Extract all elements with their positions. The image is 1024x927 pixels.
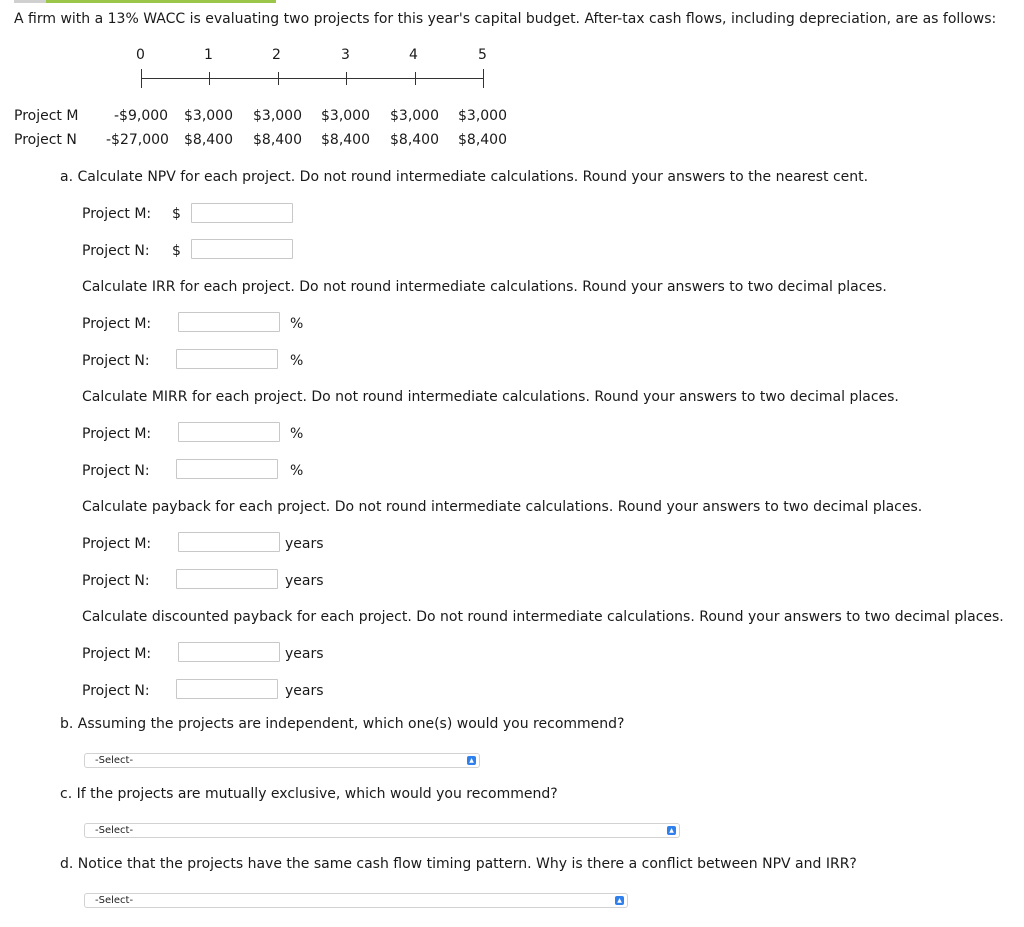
years-unit: years [285, 683, 324, 699]
cash-flow-cell: $3,000 [253, 108, 302, 124]
years-unit: years [285, 536, 324, 552]
cash-flow-cell: $3,000 [184, 108, 233, 124]
irr-instruction: Calculate IRR for each project. Do not round intermediate calculations. Round your answers to two decimal places. [82, 279, 887, 295]
percent-unit: % [290, 316, 304, 332]
discounted-payback-n-input[interactable] [176, 679, 278, 699]
up-down-chevron-icon: ▲︎ [615, 896, 624, 905]
intro-text: A firm with a 13% WACC is evaluating two projects for this year's capital budget. After-tax cash flows, including depreciation, are as follows: [14, 11, 997, 27]
up-down-chevron-icon: ▲︎ [467, 756, 476, 765]
npv-instruction: a. Calculate NPV for each project. Do not round intermediate calculations. Round your answers to the nearest cent. [60, 169, 869, 185]
cash-flow-cell: -$27,000 [106, 132, 169, 148]
mirr-m-input[interactable] [178, 422, 280, 442]
currency-symbol: $ [172, 243, 181, 259]
discounted-payback-n-label: Project N: [82, 683, 150, 699]
currency-symbol: $ [172, 206, 181, 222]
percent-unit: % [290, 463, 304, 479]
part-b-select[interactable] [84, 753, 480, 768]
years-unit: years [285, 646, 324, 662]
cash-flow-cell: $8,400 [253, 132, 302, 148]
irr-n-input[interactable] [176, 349, 278, 369]
npv-n-label: Project N: [82, 243, 150, 259]
select-value: -Select- [95, 895, 134, 906]
cash-flow-cell: $8,400 [321, 132, 370, 148]
cash-flow-cell: $8,400 [184, 132, 233, 148]
mirr-n-input[interactable] [176, 459, 278, 479]
cash-flow-cell: $3,000 [390, 108, 439, 124]
irr-m-label: Project M: [82, 316, 152, 332]
npv-n-input[interactable] [191, 239, 293, 259]
timeline-tick [141, 69, 142, 88]
discounted-payback-instruction: Calculate discounted payback for each project. Do not round intermediate calculations. Round your answers to two decimal places. [82, 609, 1004, 625]
part-d-question: d. Notice that the projects have the same cash flow timing pattern. Why is there a conflict between NPV and IRR? [60, 856, 857, 872]
percent-unit: % [290, 353, 304, 369]
timeline-tick [278, 72, 279, 85]
timeline-tick [346, 72, 347, 85]
up-down-chevron-icon: ▲︎ [667, 826, 676, 835]
timeline-period-2: 2 [272, 47, 281, 63]
payback-instruction: Calculate payback for each project. Do not round intermediate calculations. Round your answers to two decimal places. [82, 499, 923, 515]
payback-n-input[interactable] [176, 569, 278, 589]
percent-unit: % [290, 426, 304, 442]
part-b-question: b. Assuming the projects are independent, which one(s) would you recommend? [60, 716, 625, 732]
select-value: -Select- [95, 825, 134, 836]
project-m-label: Project M [14, 108, 79, 124]
npv-m-label: Project M: [82, 206, 152, 222]
timeline-period-3: 3 [341, 47, 350, 63]
progress-bar-track [14, 0, 46, 3]
timeline-tick [415, 72, 416, 85]
timeline-tick [483, 69, 484, 88]
cash-flow-cell: $3,000 [321, 108, 370, 124]
progress-bar-fill [46, 0, 276, 3]
select-value: -Select- [95, 755, 134, 766]
discounted-payback-m-input[interactable] [178, 642, 280, 662]
years-unit: years [285, 573, 324, 589]
timeline-period-1: 1 [204, 47, 213, 63]
payback-m-input[interactable] [178, 532, 280, 552]
part-c-question: c. If the projects are mutually exclusive, which would you recommend? [60, 786, 558, 802]
project-n-label: Project N [14, 132, 77, 148]
irr-n-label: Project N: [82, 353, 150, 369]
npv-m-input[interactable] [191, 203, 293, 223]
mirr-n-label: Project N: [82, 463, 150, 479]
payback-n-label: Project N: [82, 573, 150, 589]
cash-flow-cell: $8,400 [390, 132, 439, 148]
timeline-period-5: 5 [478, 47, 487, 63]
timeline-period-0: 0 [136, 47, 145, 63]
cash-flow-cell: $8,400 [458, 132, 507, 148]
irr-m-input[interactable] [178, 312, 280, 332]
mirr-instruction: Calculate MIRR for each project. Do not round intermediate calculations. Round your answers to two decimal places. [82, 389, 899, 405]
part-d-select[interactable] [84, 893, 628, 908]
discounted-payback-m-label: Project M: [82, 646, 152, 662]
timeline-tick [209, 72, 210, 85]
cash-flow-cell: $3,000 [458, 108, 507, 124]
payback-m-label: Project M: [82, 536, 152, 552]
part-c-select[interactable] [84, 823, 680, 838]
timeline-period-4: 4 [409, 47, 418, 63]
timeline-axis [141, 78, 484, 79]
mirr-m-label: Project M: [82, 426, 152, 442]
cash-flow-cell: -$9,000 [114, 108, 169, 124]
